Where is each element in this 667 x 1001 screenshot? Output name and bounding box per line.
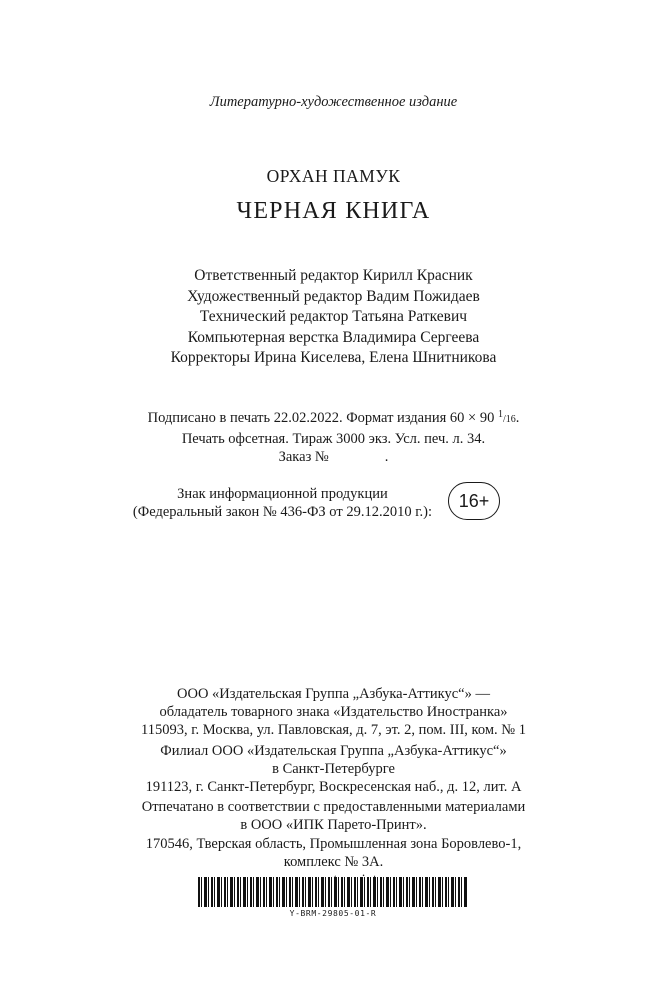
imprint-line: 115093, г. Москва, ул. Павловская, д. 7, эт. 2, пом. III, ком. № 1 [141, 722, 526, 739]
imprint-line: 191123, г. Санкт-Петербург, Воскресенская наб., д. 12, лит. А [145, 779, 522, 796]
order-line: Заказ № . [278, 449, 389, 465]
series-label: Литературно-художественное издание [209, 94, 458, 110]
imprint-line: ООО «Издательская Группа „Азбука-Аттикус“» — [177, 686, 490, 702]
imprint-line: обладатель товарного знака «Издательство Иностранка» [159, 704, 508, 721]
barcode [198, 877, 468, 907]
imprint-line: Филиал ООО «Издательская Группа „Азбука-Аттикус“» [160, 742, 507, 759]
print-line-1: Подписано в печать 22.02.2022. Формат издания 60 × 90 $^1$/16. [147, 409, 520, 426]
print-line-2: Печать офсетная. Тираж 3000 экз. Усл. печ. л. 34. [181, 430, 486, 447]
author-name: ОРХАН ПАМУК [266, 166, 401, 186]
staff-line: Компьютерная верстка Владимира Сергеева [187, 328, 480, 346]
age-rating-badge: 16+ [448, 482, 500, 520]
staff-line: Технический редактор Татьяна Раткевич [199, 308, 468, 325]
staff-line: Корректоры Ирина Киселева, Елена Шнитникова [170, 349, 497, 366]
staff-line: Ответственный редактор Кирилл Красник [194, 267, 473, 284]
age-rating-text: Знак информационной продукции (Федеральный закон № 436-ФЗ от 29.12.2010 г.): [132, 486, 432, 520]
imprint-line: в Санкт-Петербурге [272, 760, 395, 777]
staff-line: Художественный редактор Вадим Пожидаев [187, 287, 480, 305]
imprint-line: Отпечатано в соответствии с предоставленными материалами [141, 799, 526, 816]
editorial-staff [0, 266, 667, 369]
barcode-label: Y-BRM-29805-01-R [289, 909, 377, 918]
print-info [0, 409, 667, 467]
age-rating-block [132, 482, 500, 522]
imprint-line: 170546, Тверская область, Промышленная зона Боровлево-1, [145, 835, 522, 852]
publisher-imprint [0, 685, 667, 889]
imprint-line: комплекс № 3А. [283, 853, 384, 870]
book-title: ЧЕРНАЯ КНИГА [236, 198, 431, 224]
imprint-line: в ООО «ИПК Парето-Принт». [240, 817, 427, 834]
